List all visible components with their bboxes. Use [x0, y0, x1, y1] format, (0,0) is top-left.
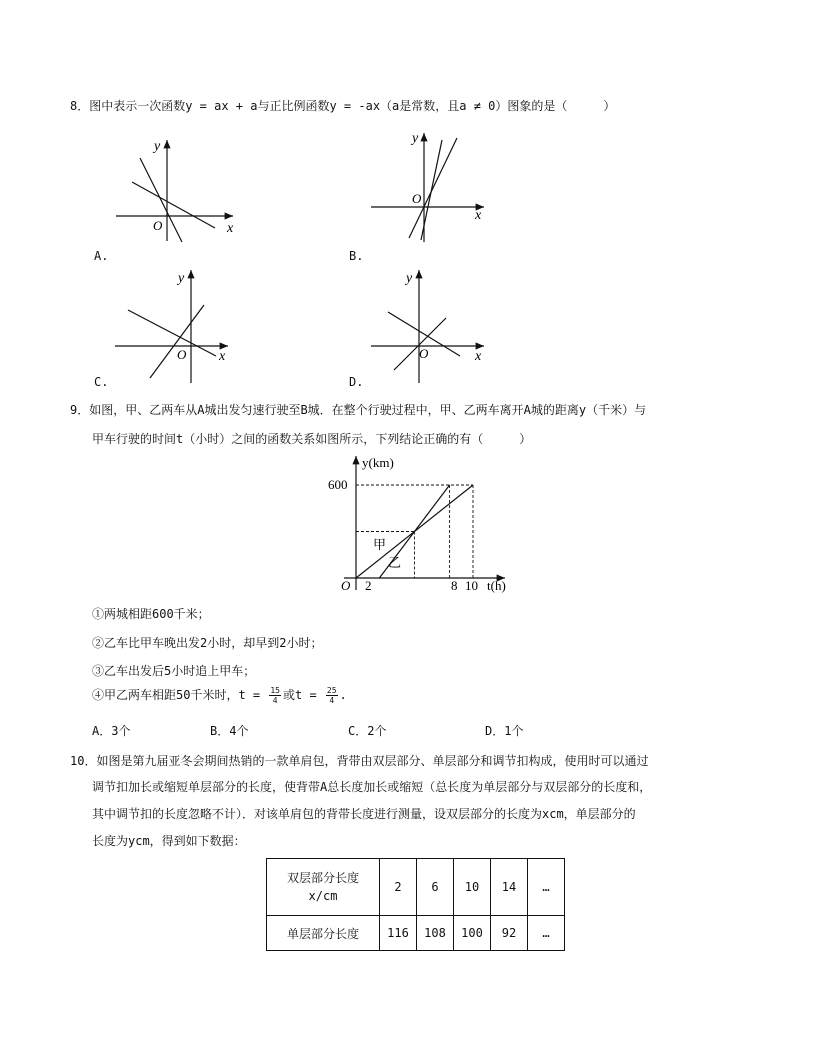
q9-s4-frac2: [326, 686, 338, 705]
table-cell: 10: [454, 859, 491, 916]
q8a-o: O: [153, 218, 163, 233]
q9-xlabel: t(h): [487, 578, 506, 593]
q9-stem-line1: 9．如图，甲、乙两车从A城出发匀速行驶至B城．在整个行驶过程中，甲、乙两车离开A城的距离y（千米）与: [70, 403, 647, 417]
q10-data-table: [266, 858, 565, 951]
q8-option-c: C.: [94, 375, 109, 389]
q9-s4-frac1-num: 15: [270, 686, 280, 695]
q9-statement-4: [92, 686, 347, 705]
q9-xtick-8: 8: [451, 578, 458, 593]
q9-stem-line2: 甲车行驶的时间t（小时）之间的函数关系如图所示，下列结论正确的有（ ）: [92, 432, 532, 446]
q9-s4-prefix: ④甲乙两车相距50千米时，t =: [92, 688, 268, 702]
q9-statement-1: ①两城相距600千米；: [92, 607, 210, 621]
q10-line3: 其中调节扣的长度忽略不计）．对该单肩包的背带长度进行测量，设双层部分的长度为xcm，单层部分的: [92, 807, 636, 821]
q8-option-a: A.: [94, 249, 109, 263]
q9-series-yi-label: 乙: [388, 555, 402, 570]
table-cell: …: [528, 916, 565, 951]
q9-choice-c: C．2个: [348, 724, 387, 738]
table-cell: 108: [417, 916, 454, 951]
table-cell: 92: [491, 916, 528, 951]
q9-s4-frac1: [269, 686, 281, 705]
q9-s4-middle: 或t =: [283, 688, 324, 702]
table-cell: 6: [417, 859, 454, 916]
table-cell: …: [528, 859, 565, 916]
q10-row1-header-a: 双层部分长度: [286, 871, 359, 885]
q8b-x: x: [475, 208, 482, 223]
q10-row1-header: [267, 859, 380, 916]
q9-origin: O: [341, 578, 351, 593]
q8b-y: y: [412, 131, 419, 146]
q9-choice-a: A．3个: [92, 724, 131, 738]
q9-ytick-600: 600: [328, 477, 348, 492]
table-cell: 2: [380, 859, 417, 916]
q8-option-d: D.: [349, 375, 364, 389]
q9-distance-chart: [320, 450, 520, 598]
q10-row2-header: 单层部分长度: [267, 916, 380, 951]
q8c-x: x: [219, 349, 226, 364]
q9-xtick-2: 2: [365, 578, 372, 593]
q8-graph-a: [110, 136, 240, 246]
q8d-o: O: [419, 346, 429, 361]
q9-s4-frac1-den: 4: [272, 696, 278, 705]
table-row: [267, 859, 565, 916]
q9-ylabel: y(km): [362, 455, 394, 470]
q8-graph-d: [366, 268, 496, 386]
q10-line2: 调节扣加长或缩短单层部分的长度，使背带A总长度加长或缩短（总长度为单层部分与双层部分的长度和，: [92, 780, 652, 794]
q10-line4: 长度为ycm，得到如下数据：: [92, 834, 246, 848]
q8d-x: x: [475, 349, 482, 364]
table-cell: 100: [454, 916, 491, 951]
table-row: [267, 916, 565, 951]
q8c-o: O: [177, 347, 187, 362]
table-cell: 116: [380, 916, 417, 951]
q8-graph-c: [110, 268, 240, 386]
q9-s4-frac2-num: 25: [326, 686, 337, 695]
q8a-y: y: [154, 139, 161, 154]
q8d-y: y: [406, 271, 413, 286]
q9-statement-2: ②乙车比甲车晚出发2小时，却早到2小时；: [92, 636, 323, 650]
q9-series-jia-label: 甲: [373, 537, 387, 552]
q9-statement-3: ③乙车出发后5小时追上甲车；: [92, 664, 256, 678]
q8b-o: O: [412, 191, 422, 206]
q9-s4-suffix: .: [339, 688, 347, 702]
table-cell: 14: [491, 859, 528, 916]
q8-option-b: B.: [349, 249, 364, 263]
q8c-y: y: [178, 271, 185, 286]
q10-row1-header-b: x/cm: [308, 889, 338, 903]
q9-xtick-10: 10: [465, 578, 478, 593]
q10-line1: 10．如图是第九届亚冬会期间热销的一款单肩包，背带由双层部分、单层部分和调节扣构成，使用时可以通过: [70, 754, 649, 768]
q9-choice-b: B．4个: [210, 724, 249, 738]
q9-s4-frac2-den: 4: [329, 696, 335, 705]
q8-graph-b: [366, 130, 496, 245]
q8-stem: 8．图中表示一次函数y = ax + a与正比例函数y = -ax（a是常数，且a ≠ 0）图象的是（ ）: [70, 99, 616, 113]
q9-choice-d: D．1个: [485, 724, 524, 738]
q8a-x: x: [227, 221, 234, 236]
